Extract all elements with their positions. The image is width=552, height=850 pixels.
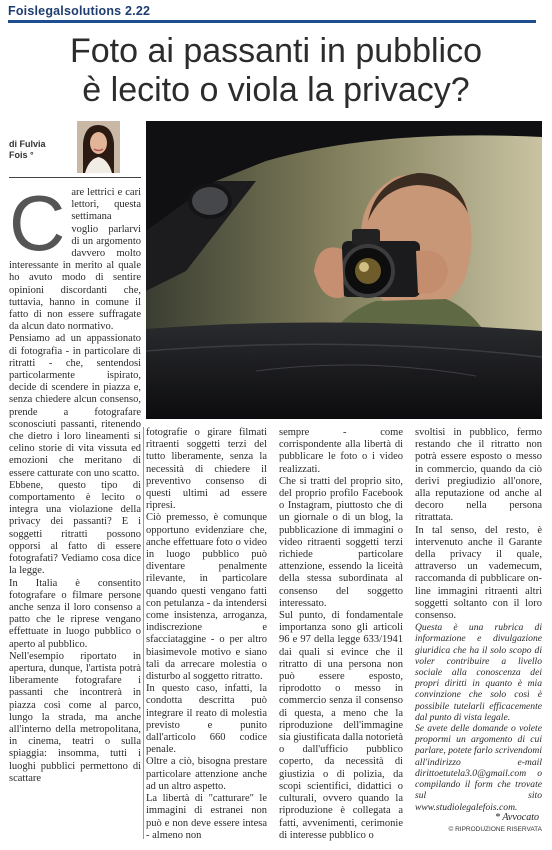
copyright-notice: © RIPRODUZIONE RISERVATA bbox=[448, 826, 542, 833]
paragraph: La libertà di "catturare" le immagini di estranei non può e non deve essere intesa - almeno non bbox=[146, 793, 267, 841]
byline-prefix: di Fulvia bbox=[9, 139, 46, 149]
column-note: Questa è una rubrica di informazione e divulgazione giuridica che ha il solo scopo di voler contribuire a livello sociale alla conoscenza dei propri diritti in quanto è mia convinzione che solo così è possibile tutelarli efficacemente dal punto di vista legale. bbox=[415, 622, 542, 723]
article-column-1 bbox=[9, 179, 141, 785]
paragraph: svoltisi in pubblico, fermo restando che il ritratto non potrà essere esposto o messo in commercio, quando da ciò derivi pregiudizio all'onore, alla reputazione od anche al decoro nella persona ritrattata. bbox=[415, 427, 542, 524]
paragraph: Pensiamo ad un appassionato di fotografia - in particolare di ritratti - che, sentendosi particolarmente ispirato, decide di scendere in piazza e, senza chiedere alcun consenso, prende a fotografare sconosciuti passanti, ritenendo che dietro i loro lineamenti si celino storie di vita vissuta ed emozioni che meritano di essere catturate con uno scatto. bbox=[9, 333, 141, 479]
paragraph: Ciò premesso, è comunque opportuno evidenziare che, anche effettuare foto o video in luogo pubblico può diventare penalmente rilevante, in particolare quando questi vengano fatti con petulanza - da intendersi come insistenza, arroganza, indiscrezione e sfacciataggine - o per altro biasimevole motivo e siano tali da arrecare molestia o disturbo al soggetto ritratto. bbox=[146, 512, 267, 683]
article-headline bbox=[8, 32, 544, 110]
byline bbox=[9, 139, 69, 161]
paragraph: Ebbene, questo tipo di comportamento è lecito o integra una violazione della privacy dei passanti? E i soggetti ritratti possono opporsi al fatto di essere fotografati? Vediamo cosa dice la legge. bbox=[9, 479, 141, 577]
paragraph: In tal senso, del resto, è intervenuto anche il Garante della privacy il quale, attraverso un vademecum, raccomanda di pubblicare on-line immagini ritraenti altri soggetti soltanto con il loro consenso. bbox=[415, 524, 542, 622]
paragraph: Che si tratti del proprio sito, del proprio profilo Facebook o Instagram, piuttosto che di un giornale o di un blog, la pubblicazione di immagini o video ritraenti soggetti terzi richiede particolare attenzione, essendo la liceità della stessa subordinata al consenso del soggetto interessato. bbox=[279, 475, 403, 609]
paragraph: fotografie o girare filmati ritraenti soggetti terzi del tutto liberamente, senza la necessità di chiedere il preventivo consenso di questi ultimi ad essere ripresi. bbox=[146, 427, 267, 512]
paragraph: Sul punto, di fondamentale importanza sono gli articoli 96 e 97 della legge 633/1941 dai quali si evince che il ritratto di una persona non può essere esposto, riprodotto o messo in commercio senza il consenso di questa, a meno che la riproduzione dell'immagine sia giustificata dalla notorietà o dall'ufficio pubblico coperto, da necessità di giustizia o di polizia, da scopi scientifici, didattici o culturali, ovvero quando la riproduzione è collegata a fatti, avvenimenti, cerimonie di interesse pubblico o bbox=[279, 610, 403, 841]
author-photo bbox=[77, 121, 120, 173]
paragraph: Oltre a ciò, bisogna prestare particolare attenzione anche ad un altro aspetto. bbox=[146, 756, 267, 792]
column-divider bbox=[143, 427, 144, 839]
article-column-4 bbox=[415, 427, 542, 813]
headline-line-1: Foto ai passanti in pubblico bbox=[69, 32, 483, 70]
byline-name: Fois ° bbox=[9, 150, 34, 160]
paragraph: Nell'esempio riportato in apertura, dunque, l'artista potrà liberamente fotografare i passanti che incontrerà in piazza così come al parco, lungo la strada, ma anche all'interno della metropolitana, in cinema, teatri o sulla spiaggia: insomma, tutti i luoghi pubblici permettono di scattare bbox=[9, 650, 141, 784]
byline-rule bbox=[9, 177, 141, 178]
paragraph: In questo caso, infatti, la condotta descritta può integrare il reato di molestia previsto e punito dall'articolo 660 codice penale. bbox=[146, 683, 267, 756]
header-rule bbox=[8, 20, 536, 23]
author-footnote: * Avvocato bbox=[495, 812, 539, 823]
headline-line-2: è lecito o viola la privacy? bbox=[82, 71, 470, 109]
paragraph: are lettrici e cari lettori, questa settimana voglio parlarvi di un argomento davvero molto interessante in merito al quale ho avuto modo di sentire opinioni discordanti che, tuttavia, hanno in comune il fatto di non essere suffragate da alcun dato normativo. bbox=[9, 187, 141, 333]
article-column-2 bbox=[146, 427, 267, 842]
section-label: Foislegalsolutions 2.22 bbox=[8, 4, 151, 18]
drop-cap: C bbox=[9, 179, 66, 267]
photographer-photo bbox=[146, 121, 542, 419]
paragraph: In Italia è consentito fotografare o filmare persone anche senza il loro consenso a patto che le riprese vengano effettuate in luogo pubblico o aperto al pubblico. bbox=[9, 577, 141, 650]
article-column-3 bbox=[279, 427, 403, 842]
section-header bbox=[8, 4, 536, 22]
contact-note: Se avete delle domande o volete propormi un argomento di cui parlare, potete farlo scrivendomi all'indirizzo e-mail dirittoetutela3.0@gmail.com o compilando il form che trovate sul sito www.studiolegalefois.com. bbox=[415, 723, 543, 813]
paragraph: sempre - come corrispondente alla libertà di pubblicare le foto o i video realizzati. bbox=[279, 427, 403, 475]
